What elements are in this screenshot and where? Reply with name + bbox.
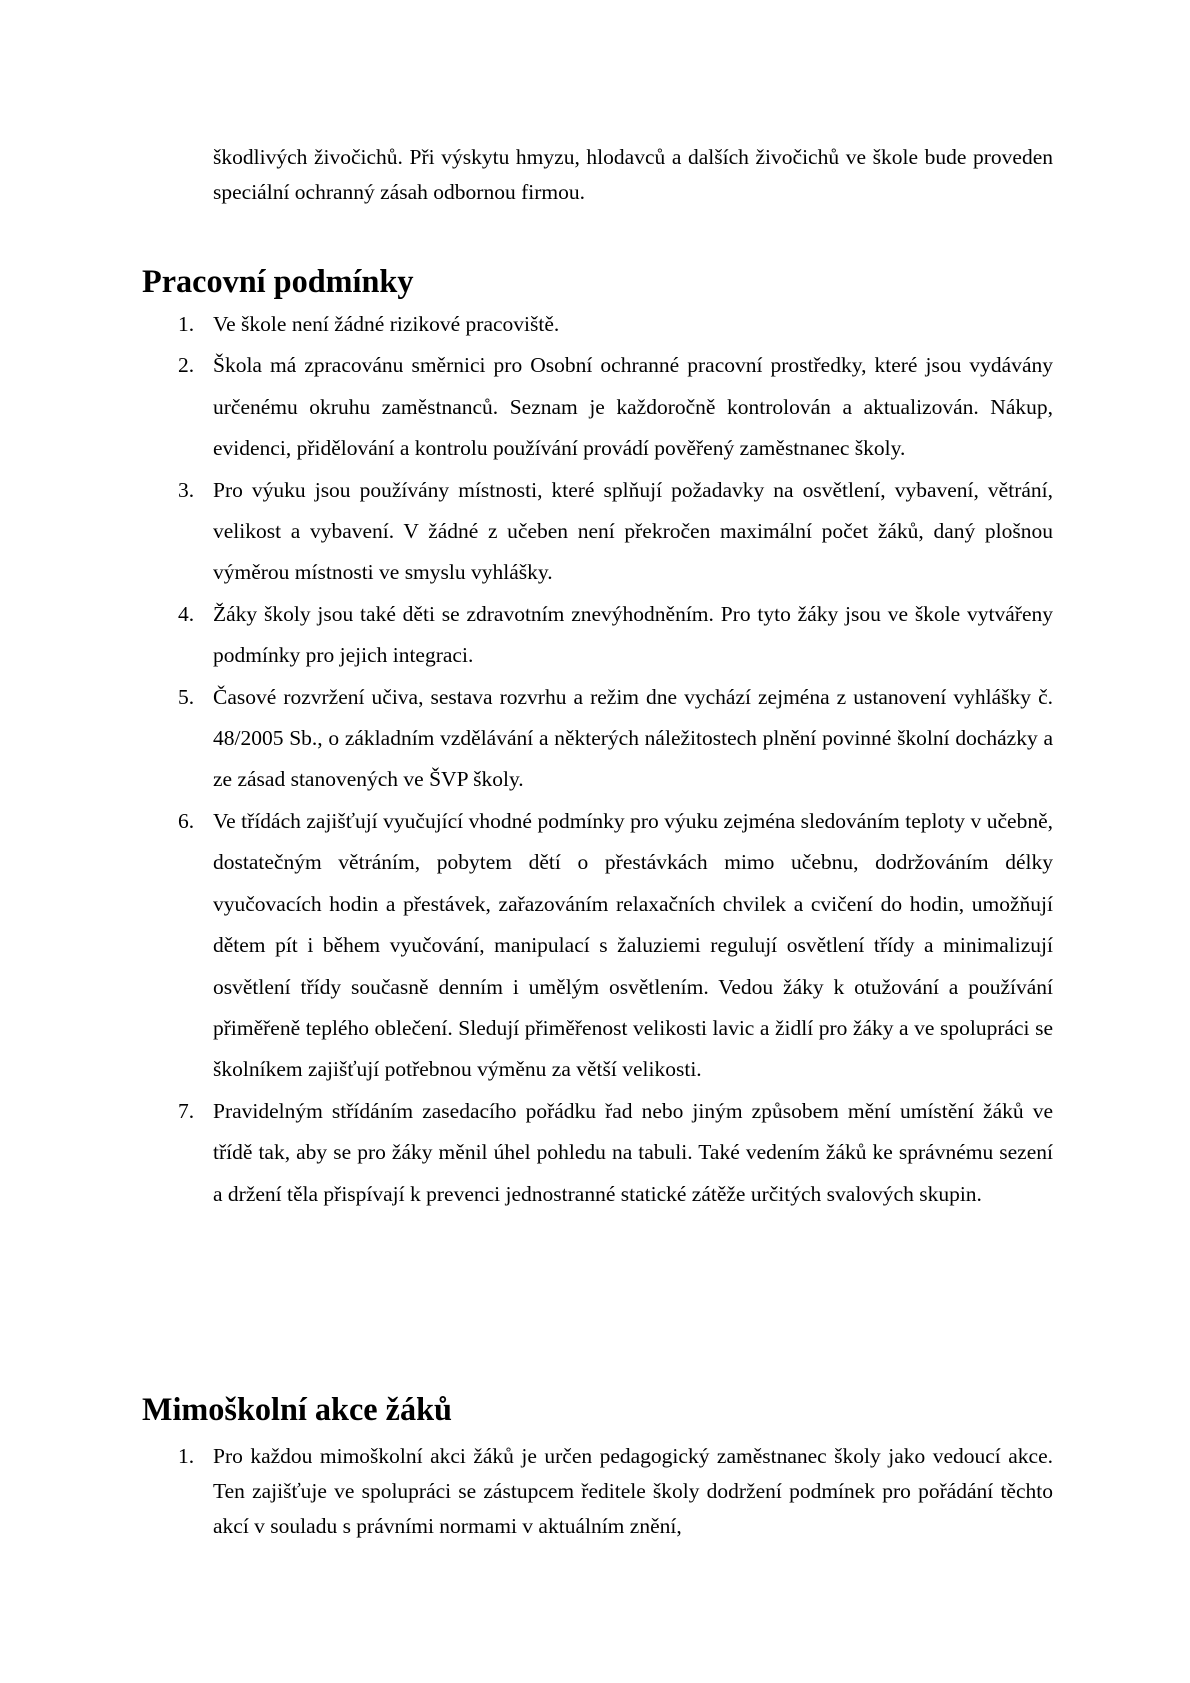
list-item-number: 1. <box>178 312 195 336</box>
list-item-number: 7. <box>178 1098 195 1123</box>
list-item-text: Pro každou mimoškolní akci žáků je určen pedagogický zaměstnanec školy jako vedoucí akce. Ten zajišťuje ve spolupráci se zástupcem ředitele školy dodržení podmínek pro pořádání těchto akcí v souladu s právními normami v aktuálním znění, <box>213 1444 1053 1538</box>
list-item-text: Ve třídách zajišťují vyučující vhodné podmínky pro výuku zejména sledováním teploty v učebně, dostatečným větráním, pobytem dětí o přestávkách mimo učebnu, dodržováním délky vyučovacích hodin a přestávek, zařazováním relaxačních chvilek a cvičení do hodin, umožňují dětem pít i během vyučování, manipulací s žaluziemi regulují osvětlení třídy a minimalizují osvětlení třídy současně denním i umělým osvětlením. Vedou žáky k otužování a používání přiměřeně teplého oblečení. Sledují přiměřenost velikosti lavic a židlí pro žáky a ve spolupráci se školníkem zajišťují potřebnou výměnu za větší velikosti. <box>213 808 1053 1082</box>
list-item-number: 5. <box>178 684 195 709</box>
list-item <box>0 594 1053 677</box>
list-item <box>0 801 1053 1091</box>
list-item-number: 1. <box>178 1444 195 1468</box>
list-item-text: Ve škole není žádné rizikové pracoviště. <box>213 312 560 336</box>
list-item-text: Škola má zpracovánu směrnici pro Osobní ochranné pracovní prostředky, které jsou vydávány určenému okruhu zaměstnanců. Seznam je každoročně kontrolován a aktualizován. Nákup, evidenci, přidělování a kontrolu používání provádí pověřený zaměstnanec školy. <box>213 353 1053 461</box>
list-item-number: 6. <box>178 808 195 833</box>
list-item-number: 2. <box>178 353 195 378</box>
list-item <box>0 677 1053 801</box>
list-item <box>0 304 1053 345</box>
list-item-number: 4. <box>178 601 195 626</box>
list-item <box>0 1439 1053 1544</box>
list-item-text: Časové rozvržení učiva, sestava rozvrhu a režim dne vychází zejména z ustanovení vyhlášky č. 48/2005 Sb., o základním vzdělávání a některých náležitostech plnění povinné školní docházky a ze zásad stanovených ve ŠVP školy. <box>213 684 1053 792</box>
section-heading-school-events: Mimoškolní akce žáků <box>142 1391 452 1427</box>
working-conditions-list <box>0 304 1053 1215</box>
list-item-text: Pravidelným střídáním zasedacího pořádku řad nebo jiným způsobem mění umístění žáků ve třídě tak, aby se pro žáky měnil úhel pohledu na tabuli. Také vedením žáků ke správnému sezení a držení těla přispívají k prevenci jednostranné statické zátěže určitých svalových skupin. <box>213 1098 1053 1206</box>
section-heading-working-conditions: Pracovní podmínky <box>142 263 414 299</box>
list-item <box>0 345 1053 469</box>
list-item-number: 3. <box>178 477 195 502</box>
list-item-text: Pro výuku jsou používány místnosti, které splňují požadavky na osvětlení, vybavení, větrání, velikost a vybavení. V žádné z učeben není překročen maximální počet žáků, daný plošnou výměrou místnosti ve smyslu vyhlášky. <box>213 477 1053 585</box>
list-item <box>0 1091 1053 1215</box>
school-events-list <box>0 1439 1053 1544</box>
list-item-text: Žáky školy jsou také děti se zdravotním znevýhodněním. Pro tyto žáky jsou ve škole vytvářeny podmínky pro jejich integraci. <box>213 601 1053 668</box>
list-item <box>0 470 1053 594</box>
intro-paragraph: škodlivých živočichů. Při výskytu hmyzu, hlodavců a dalších živočichů ve škole bude proveden speciální ochranný zásah odbornou firmou. <box>213 145 1053 204</box>
